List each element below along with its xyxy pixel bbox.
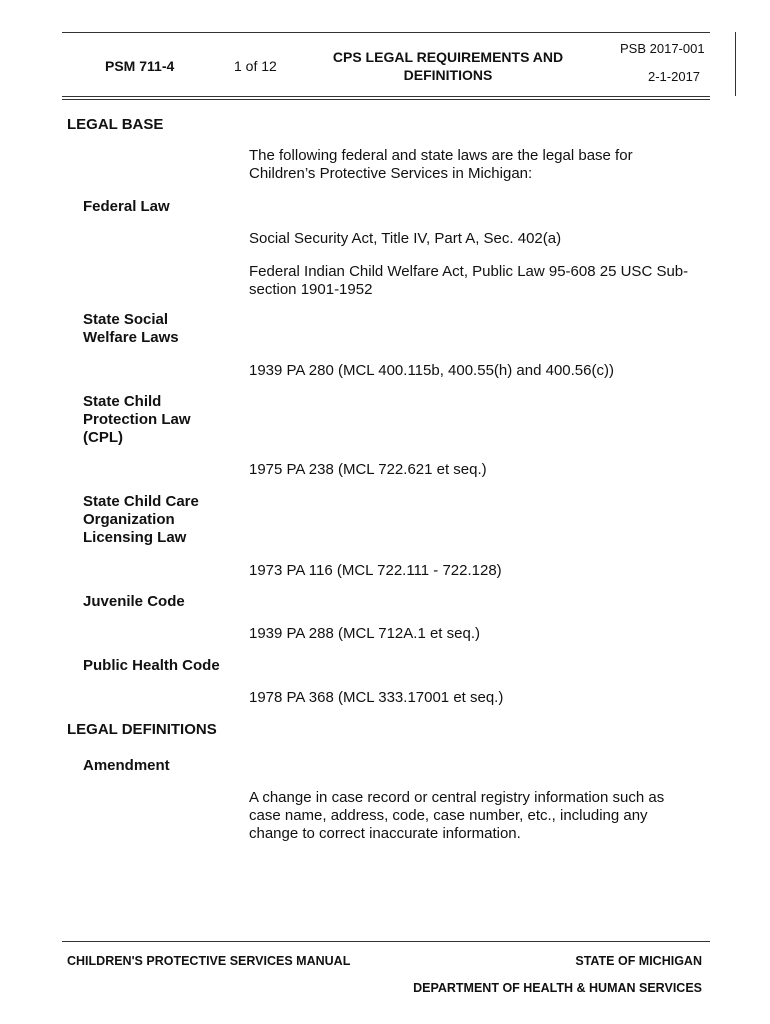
entry-line: 1939 PA 288 (MCL 712A.1 et seq.) xyxy=(249,625,480,642)
law-entry-juvenile xyxy=(249,625,480,643)
juvenile-code-heading xyxy=(83,593,185,611)
legal-base-heading: LEGAL BASE xyxy=(67,116,164,133)
entry-line: 1975 PA 238 (MCL 722.621 et seq.) xyxy=(249,461,487,478)
state-social-welfare-heading xyxy=(83,311,179,347)
federal-law-heading xyxy=(83,198,170,216)
subheading-line: Federal Law xyxy=(83,198,170,215)
definition-line: A change in case record or central registry information such as xyxy=(249,789,665,806)
footer-manual-name: CHILDREN'S PROTECTIVE SERVICES MANUAL xyxy=(67,954,351,968)
subheading-line: Licensing Law xyxy=(83,529,187,546)
header-top-rule xyxy=(62,32,710,33)
law-entry-welfare xyxy=(249,362,614,380)
entry-line: section 1901-1952 xyxy=(249,281,373,298)
entry-line: Social Security Act, Title IV, Part A, Sec. 402(a) xyxy=(249,230,562,247)
footer-state: STATE OF MICHIGAN xyxy=(575,954,702,968)
intro-line: Children’s Protective Services in Michigan: xyxy=(249,165,533,182)
subheading-line: Organization xyxy=(83,511,175,528)
subheading-line: (CPL) xyxy=(83,429,123,446)
entry-line: 1973 PA 116 (MCL 722.111 - 722.128) xyxy=(249,562,502,579)
subheading-line: State Social xyxy=(83,311,169,328)
subheading-line: State Child xyxy=(83,393,162,410)
subheading-line: Public Health Code xyxy=(83,657,220,674)
subheading-line: State Child Care xyxy=(83,493,199,510)
document-title-line: CPS LEGAL REQUIREMENTS AND xyxy=(332,49,564,65)
definition-amendment xyxy=(249,789,719,843)
definition-line: case name, address, code, case number, etc., including any xyxy=(249,807,648,824)
subheading-line: Welfare Laws xyxy=(83,329,179,346)
header-bottom-rule xyxy=(62,96,710,97)
legal-definitions-heading: LEGAL DEFINITIONS xyxy=(67,721,217,738)
entry-line: Federal Indian Child Welfare Act, Public Law 95-608 25 USC Sub- xyxy=(249,263,689,280)
document-title xyxy=(320,48,576,84)
subheading-line: Juvenile Code xyxy=(83,593,185,610)
page-indicator: 1 of 12 xyxy=(234,58,277,74)
child-care-licensing-heading xyxy=(83,493,199,547)
effective-date: 2-1-2017 xyxy=(648,69,701,84)
law-entry-indian-child-welfare xyxy=(249,263,719,299)
legal-base-intro xyxy=(249,147,719,183)
document-title-line: DEFINITIONS xyxy=(403,67,493,83)
definition-line: change to correct inaccurate information. xyxy=(249,825,521,842)
state-child-protection-heading xyxy=(83,393,191,447)
law-entry-licensing xyxy=(249,562,502,580)
definition-term-amendment: Amendment xyxy=(83,757,170,774)
manual-code: PSM 711-4 xyxy=(105,58,175,74)
bulletin-number: PSB 2017-001 xyxy=(620,41,705,56)
entry-line: 1939 PA 280 (MCL 400.115b, 400.55(h) and 400.56(c)) xyxy=(249,362,614,379)
footer-department: DEPARTMENT OF HEALTH & HUMAN SERVICES xyxy=(413,981,702,995)
page-edge-mark xyxy=(735,32,736,96)
law-entry-cpl xyxy=(249,461,487,479)
law-entry-social-security xyxy=(249,230,561,248)
public-health-code-heading xyxy=(83,657,220,675)
footer-rule xyxy=(62,941,710,942)
header-bottom-rule-2 xyxy=(62,99,710,100)
intro-line: The following federal and state laws are the legal base for xyxy=(249,147,633,164)
law-entry-public-health xyxy=(249,689,503,707)
entry-line: 1978 PA 368 (MCL 333.17001 et seq.) xyxy=(249,689,504,706)
subheading-line: Protection Law xyxy=(83,411,191,428)
